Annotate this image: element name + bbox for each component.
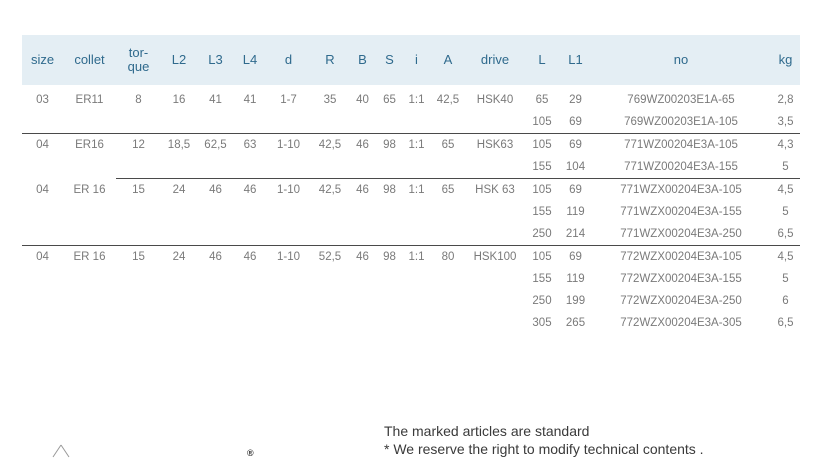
column-header: collet — [74, 52, 105, 67]
table-cell — [266, 290, 311, 312]
table-row — [22, 85, 800, 111]
table-cell — [234, 201, 266, 223]
table-cell — [266, 223, 311, 246]
table-cell — [116, 156, 161, 179]
disclaimer-note: * We reserve the right to modify technical contents . — [384, 441, 704, 457]
table-cell: ER 16 — [63, 246, 116, 269]
table-cell: 1-7 — [280, 94, 297, 106]
table-cell — [466, 201, 524, 223]
table-cell — [63, 268, 116, 290]
table-cell — [311, 111, 349, 134]
table-cell — [403, 223, 430, 246]
table-cell — [63, 312, 116, 334]
table-cell — [430, 290, 466, 312]
table-cell — [376, 268, 403, 290]
table-cell — [349, 290, 376, 312]
table-row — [22, 179, 800, 202]
table-cell — [266, 201, 311, 223]
table-row — [22, 223, 800, 246]
table-cell: 772WZX00204E3A-155 — [620, 273, 742, 285]
table-cell — [22, 201, 63, 223]
table-cell — [376, 111, 403, 134]
table-cell: 46 — [349, 134, 376, 157]
table-cell: 42,5 — [311, 179, 349, 202]
table-cell: 771WZ00204E3A-105 — [591, 134, 771, 157]
table-cell: 771WZ00204E3A-155 — [624, 161, 738, 173]
table-cell: 3,5 — [777, 116, 794, 128]
table-cell — [311, 201, 349, 223]
table-cell: 4,3 — [771, 134, 800, 157]
table-cell: 98 — [376, 179, 403, 202]
table-cell: 41 — [243, 94, 257, 106]
table-cell: 155 — [532, 161, 552, 173]
column-header: tor- que — [127, 45, 150, 74]
table-row — [22, 246, 800, 269]
table-cell: 769WZ00203E1A-105 — [624, 116, 738, 128]
table-cell: 4,5 — [771, 246, 800, 269]
table-cell — [161, 201, 197, 223]
table-cell — [376, 290, 403, 312]
table-cell — [266, 268, 311, 290]
table-cell — [116, 268, 161, 290]
table-cell — [22, 223, 63, 246]
table-cell — [63, 156, 116, 179]
table-row — [22, 201, 800, 223]
table-cell: 6,5 — [777, 317, 794, 329]
table-cell — [161, 156, 197, 179]
table-cell: 1-10 — [266, 179, 311, 202]
table-cell: 155 — [532, 206, 552, 218]
table-cell: 1:1 — [403, 134, 430, 157]
table-cell: 1:1 — [403, 246, 430, 269]
table-row — [22, 290, 800, 312]
table-cell — [430, 223, 466, 246]
table-cell — [63, 201, 116, 223]
table-cell: 105 — [524, 134, 560, 157]
table-cell: 29 — [569, 94, 582, 106]
table-cell: 772WZX00204E3A-305 — [620, 317, 742, 329]
table-cell: 5 — [782, 161, 789, 173]
table-cell — [430, 156, 466, 179]
table-cell — [311, 156, 349, 179]
table-cell: 41 — [209, 94, 222, 106]
table-cell — [349, 312, 376, 334]
column-header: i — [415, 52, 418, 67]
table-cell: 12 — [116, 134, 161, 157]
table-cell — [376, 156, 403, 179]
table-cell — [376, 223, 403, 246]
warning-triangle-icon — [52, 444, 70, 458]
table-cell — [22, 290, 63, 312]
table-cell — [234, 312, 266, 334]
table-cell: 42,5 — [436, 94, 460, 106]
table-cell — [376, 312, 403, 334]
table-cell: HSK100 — [466, 246, 524, 269]
registered-mark: ® — [247, 448, 254, 458]
table-cell — [197, 201, 234, 223]
table-cell — [161, 111, 197, 134]
table-cell: 65 — [383, 94, 396, 106]
table-cell — [430, 201, 466, 223]
table-cell: HSK63 — [466, 134, 524, 157]
table-cell — [63, 290, 116, 312]
column-header: L1 — [568, 52, 583, 67]
table-cell: 46 — [349, 246, 376, 269]
column-header: d — [284, 52, 293, 67]
table-cell: 15 — [116, 246, 161, 269]
column-header: L3 — [208, 52, 223, 67]
table-cell — [403, 111, 430, 134]
column-header: A — [443, 52, 453, 67]
table-cell: 2,8 — [777, 94, 794, 106]
table-cell — [197, 156, 234, 179]
table-cell — [266, 111, 311, 134]
standard-note: The marked articles are standard — [384, 423, 590, 439]
table-cell — [63, 223, 116, 246]
table-cell: 62,5 — [197, 134, 234, 157]
table-cell — [234, 268, 266, 290]
table-cell: 24 — [161, 246, 197, 269]
table-cell: 35 — [323, 94, 337, 106]
table-cell: 69 — [569, 116, 582, 128]
table-cell: 24 — [161, 179, 197, 202]
table-cell — [116, 223, 161, 246]
footnote — [384, 422, 704, 458]
table-cell — [466, 312, 524, 334]
table-cell: 65 — [430, 179, 466, 202]
table-cell — [349, 156, 376, 179]
table-cell — [161, 223, 197, 246]
table-cell — [311, 268, 349, 290]
table-row — [22, 111, 800, 134]
table-cell: 65 — [430, 134, 466, 157]
table-cell — [349, 201, 376, 223]
table-cell — [234, 111, 266, 134]
table-cell — [466, 268, 524, 290]
table-cell: ER16 — [63, 134, 116, 157]
table-cell — [161, 290, 197, 312]
table-cell — [311, 290, 349, 312]
table-cell: 1:1 — [408, 94, 425, 106]
table-cell: 6 — [782, 295, 789, 307]
table-cell: 6,5 — [777, 228, 794, 240]
table-cell: ER11 — [75, 94, 104, 106]
table-cell — [403, 312, 430, 334]
table-cell — [116, 201, 161, 223]
table-cell: 5 — [782, 206, 789, 218]
table-cell: 199 — [565, 295, 586, 307]
table-cell: 772WZX00204E3A-250 — [620, 295, 742, 307]
column-header: size — [30, 52, 55, 67]
column-header: no — [673, 52, 689, 67]
table-cell — [311, 223, 349, 246]
table-cell: ER 16 — [73, 183, 106, 196]
table-cell — [116, 312, 161, 334]
column-header: L2 — [171, 52, 187, 67]
column-header: B — [358, 52, 367, 67]
table-cell: 155 — [532, 273, 552, 285]
table-cell: 1:1 — [403, 179, 430, 202]
table-cell — [116, 290, 161, 312]
table-cell: 305 — [532, 317, 552, 329]
table-cell: 4,5 — [771, 179, 800, 202]
table-cell: 105 — [524, 179, 560, 202]
table-cell: 105 — [532, 116, 552, 128]
table-cell — [161, 312, 197, 334]
table-cell — [197, 223, 234, 246]
table-cell: 771WZX00204E3A-155 — [620, 206, 742, 218]
table-cell — [349, 111, 376, 134]
table-cell — [403, 290, 430, 312]
table-cell — [349, 268, 376, 290]
table-cell: 46 — [197, 179, 234, 202]
table-cell: 1-10 — [266, 134, 311, 157]
table-cell: 69 — [560, 246, 591, 269]
table-cell: 214 — [565, 228, 586, 240]
table-cell: 46 — [234, 246, 266, 269]
table-cell: 04 — [22, 134, 63, 157]
table-cell: HSK40 — [476, 94, 514, 106]
table-cell: 771WZX00204E3A-105 — [591, 179, 771, 202]
table-cell — [430, 268, 466, 290]
table-cell: 42,5 — [311, 134, 349, 157]
column-header: drive — [480, 52, 510, 67]
table-cell: 5 — [782, 273, 789, 285]
table-body — [22, 85, 800, 334]
table-cell: 265 — [565, 317, 586, 329]
table-cell: 98 — [376, 134, 403, 157]
table-cell: 119 — [566, 273, 585, 285]
table-cell: 250 — [532, 295, 552, 307]
table-cell — [266, 312, 311, 334]
table-cell: 46 — [197, 246, 234, 269]
table-cell: 65 — [535, 94, 549, 106]
column-header: L — [538, 52, 546, 67]
table-cell: 04 — [22, 246, 63, 269]
table-cell — [234, 290, 266, 312]
table-cell — [466, 223, 524, 246]
table-cell: 18,5 — [161, 134, 197, 157]
table-cell: 16 — [172, 94, 186, 106]
table-cell: 80 — [430, 246, 466, 269]
table-row — [22, 268, 800, 290]
table-cell — [403, 156, 430, 179]
table-cell: 8 — [135, 94, 142, 106]
column-header: kg — [778, 52, 793, 67]
table-cell: 15 — [116, 179, 161, 202]
table-cell — [161, 268, 197, 290]
table-cell: 771WZX00204E3A-250 — [620, 228, 742, 240]
table-cell: HSK 63 — [466, 179, 524, 202]
table-row — [22, 156, 800, 179]
table-cell: 104 — [565, 161, 586, 173]
table-cell: 69 — [560, 134, 591, 157]
table-cell — [266, 156, 311, 179]
table-cell: 52,5 — [311, 246, 349, 269]
table-cell — [197, 111, 234, 134]
table-cell: 772WZX00204E3A-105 — [591, 246, 771, 269]
table-cell — [22, 111, 63, 134]
column-header: S — [385, 52, 394, 67]
table-cell: 46 — [234, 179, 266, 202]
table-cell — [197, 290, 234, 312]
table-cell — [403, 201, 430, 223]
table-cell — [403, 268, 430, 290]
table-cell: 63 — [234, 134, 266, 157]
table-cell — [63, 111, 116, 134]
table-cell — [234, 223, 266, 246]
table-row — [22, 134, 800, 157]
table-cell: 769WZ00203E1A-65 — [627, 94, 735, 106]
table-cell: 03 — [36, 94, 49, 106]
table-cell — [466, 290, 524, 312]
table-cell — [376, 201, 403, 223]
table-cell — [466, 156, 524, 179]
table-cell — [349, 223, 376, 246]
table-header-row — [22, 35, 800, 85]
table-cell: 04 — [36, 183, 49, 196]
column-header: R — [325, 52, 335, 67]
table-cell — [22, 156, 63, 179]
table-cell: 46 — [349, 179, 376, 202]
table-cell: 40 — [356, 94, 369, 106]
table-cell — [22, 268, 63, 290]
table-cell — [197, 312, 234, 334]
table-cell — [430, 312, 466, 334]
spec-table — [22, 35, 800, 334]
table-cell: 1-10 — [266, 246, 311, 269]
table-cell: 98 — [376, 246, 403, 269]
table-cell — [197, 268, 234, 290]
table-cell — [311, 312, 349, 334]
table-row — [22, 312, 800, 334]
table-cell: 105 — [524, 246, 560, 269]
table-cell: 69 — [560, 179, 591, 202]
column-header: L4 — [242, 52, 258, 67]
table-cell — [234, 156, 266, 179]
table-cell — [116, 111, 161, 134]
table-cell — [22, 312, 63, 334]
table-cell: 250 — [532, 228, 552, 240]
table-cell — [430, 111, 466, 134]
table-cell — [466, 111, 524, 134]
table-cell: 119 — [566, 206, 585, 218]
